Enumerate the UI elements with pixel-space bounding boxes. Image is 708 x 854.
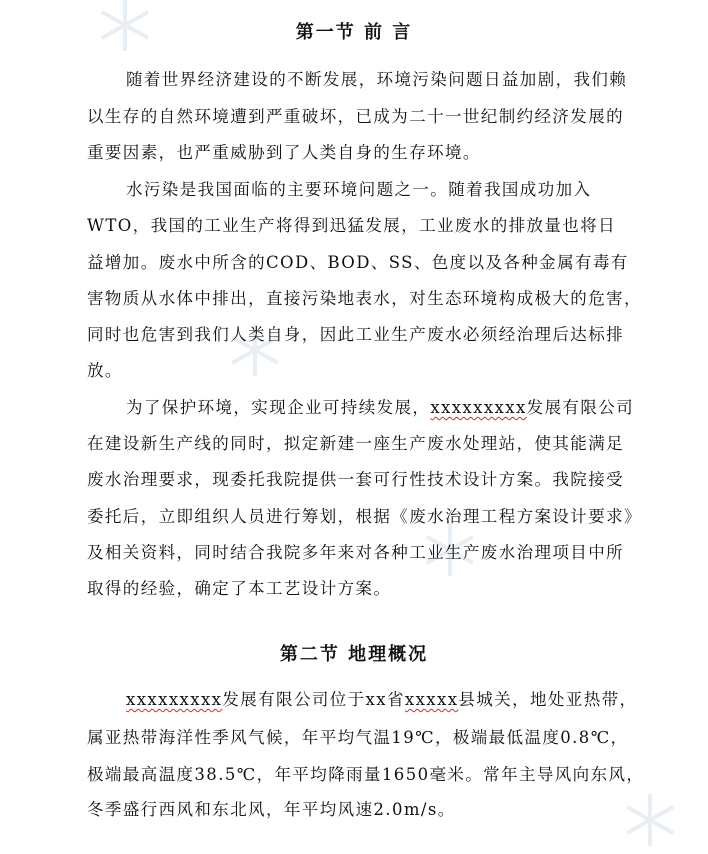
line-text: 发展有限公司位于xx省 — [222, 690, 405, 709]
paragraph-line: 以生存的自然环境遭到严重破坏，已成为二十一世纪制约经济发展的 — [87, 107, 624, 126]
paragraph-line: 放。 — [87, 361, 123, 380]
paragraph-line: 废水治理要求，现委托我院提供一套可行性技术设计方案。我院接受 — [87, 470, 624, 489]
paragraph-line: 重要因素，也严重威胁到了人类自身的生存环境。 — [87, 143, 481, 162]
paragraph-line: 冬季盛行西风和东北风，年平均风速2.0m/s。 — [87, 800, 456, 819]
paragraph-line — [126, 690, 647, 710]
line-text: 县城关，地处亚热带， — [458, 690, 638, 709]
paragraph-line: 极端最高温度38.5℃，年平均降雨量1650毫米。常年主导风向东风， — [87, 765, 645, 784]
section-title-geography: 第二节 地理概况 — [279, 644, 429, 665]
paragraph-line: 随着世界经济建设的不断发展，环境污染问题日益加剧，我们赖 — [126, 70, 628, 89]
company-placeholder: xxxxxxxxx — [126, 690, 223, 709]
county-placeholder: xxxxx — [404, 690, 459, 709]
paragraph-line: 委托后，立即组织人员进行筹划，根据《废水治理工程方案设计要求》 — [87, 507, 642, 526]
watermark-snowflake-icon — [620, 790, 680, 850]
paragraph-line: 及相关资料，同时结合我院多年来对各种工业生产废水治理项目中所 — [87, 543, 624, 562]
paragraph-line: 取得的经验，确定了本工艺设计方案。 — [87, 579, 392, 598]
paragraph-line: 水污染是我国面临的主要环境问题之一。随着我国成功加入 — [126, 180, 592, 199]
paragraph-line: WTO，我国的工业生产将得到迅猛发展，工业废水的排放量也将日 — [87, 216, 616, 235]
paragraph-line: 害物质从水体中排出，直接污染地表水，对生态环境构成极大的危害， — [87, 289, 642, 308]
paragraph-line: 属亚热带海洋性季风气候，年平均气温19℃，极端最低温度0.8℃， — [87, 728, 629, 747]
paragraph-line: 同时也危害到我们人类自身，因此工业生产废水必须经治理后达标排 — [87, 325, 624, 344]
paragraph-line: 在建设新生产线的同时，拟定新建一座生产废水处理站，使其能满足 — [87, 434, 624, 453]
section-title-preface: 第一节 前 言 — [295, 22, 413, 43]
line-text: 发展有限公司 — [526, 398, 635, 417]
company-placeholder: xxxxxxxxx — [430, 398, 527, 417]
paragraph-line: 益增加。废水中所含的COD、BOD、SS、色度以及各种金属有毒有 — [87, 253, 629, 272]
line-text: 为了保护环境，实现企业可持续发展， — [126, 398, 431, 417]
paragraph-line — [126, 398, 647, 418]
